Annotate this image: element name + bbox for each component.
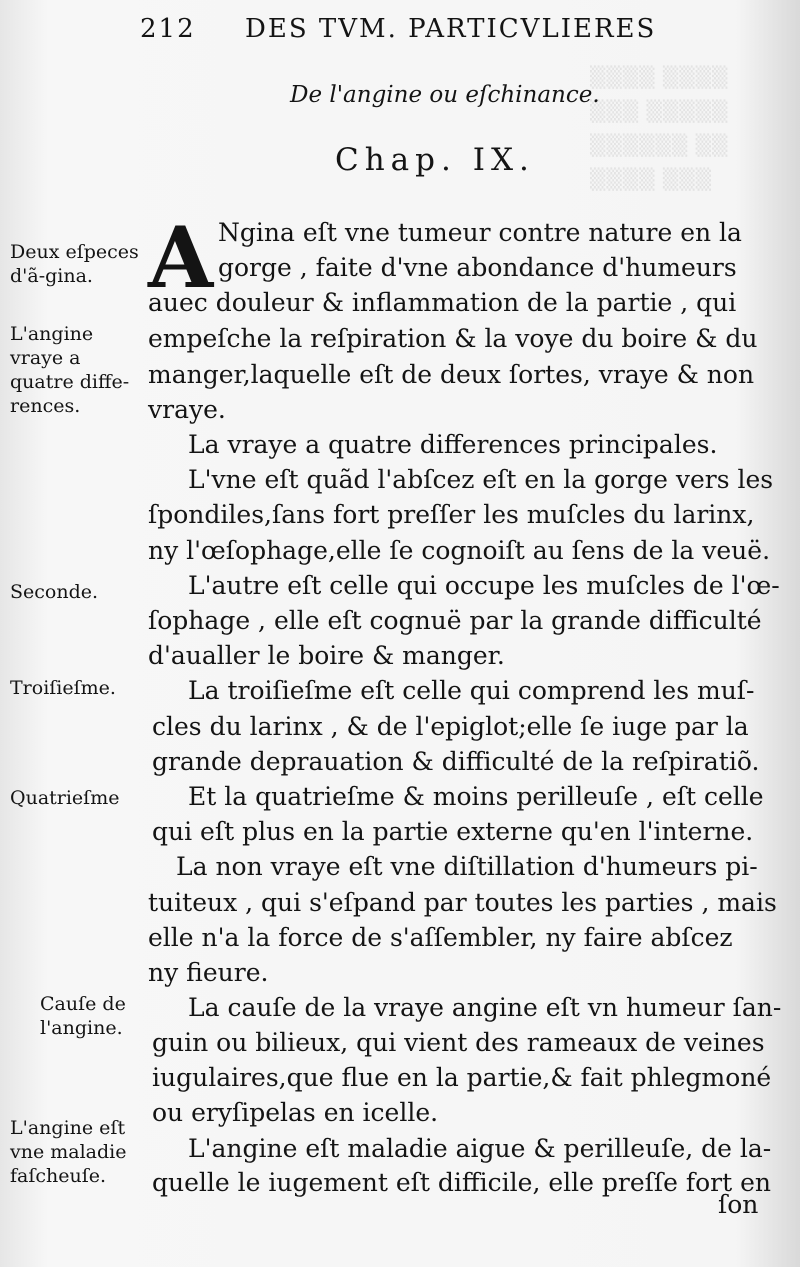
text-line: manger,laquelle eſt de deux ſortes, vraye & non — [148, 360, 755, 389]
text-line: auec douleur & inflammation de la partie , qui — [148, 288, 737, 317]
margin-note: L'angine eſt vne maladie faſcheuſe. — [10, 1117, 127, 1187]
text-line: ny fieure. — [148, 958, 269, 987]
text-line: vraye. — [148, 395, 226, 424]
text-line: L'vne eſt quãd l'abſcez eſt en la gorge vers les — [188, 465, 774, 494]
text-line: empeſche la reſpiration & la voye du boire & du — [148, 324, 758, 353]
section-subtitle: De l'angine ou eſchinance. — [290, 82, 600, 108]
chapter-heading: Chap. IX. — [335, 142, 535, 178]
margin-note: Cauſe de l'angine. — [40, 993, 126, 1039]
text-line: L'autre eſt celle qui occupe les muſcles de l'œ- — [188, 571, 780, 600]
text-line: iugulaires,que flue en la partie,& fait phlegmoné — [152, 1063, 772, 1092]
text-line: cles du larinx , & de l'epiglot;elle ſe iuge par la — [152, 712, 749, 741]
margin-note: Seconde. — [10, 581, 99, 603]
text-line: qui eſt plus en la partie externe qu'en l'interne. — [152, 817, 754, 846]
text-line: La vraye a quatre differences principales. — [188, 430, 718, 459]
catchword: ſon — [718, 1190, 759, 1219]
text-line: elle n'a la force de s'aſſembler, ny faire abſcez — [148, 923, 733, 952]
bleed-through-text: ▒▒▒▒ ▒▒▒▒ ▒▒▒ ▒▒▒▒▒ ▒▒▒▒▒▒ ▒▒ ▒▒▒▒ ▒▒▒ — [590, 65, 729, 191]
text-line: d'aualler le boire & manger. — [148, 641, 505, 670]
text-line: La cauſe de la vraye angine eſt vn humeur ſan- — [188, 993, 782, 1022]
text-line: ſpondiles,ſans fort preſſer les muſcles du larinx, — [148, 500, 755, 529]
text-line: La non vraye eſt vne diſtillation d'humeurs pi- — [176, 852, 758, 881]
text-line: Et la quatrieſme & moins perilleuſe , eſt celle — [188, 782, 764, 811]
text-line: ſophage , elle eſt cognuë par la grande difficulté — [148, 606, 762, 635]
drop-cap: A — [148, 208, 214, 307]
text-line: Ngina eſt vne tumeur contre nature en la — [218, 218, 742, 247]
text-line: guin ou bilieux, qui vient des rameaux de veines — [152, 1028, 765, 1057]
page-number: 212 — [140, 14, 196, 44]
text-line: tuiteux , qui s'eſpand par toutes les parties , mais — [148, 888, 777, 917]
text-line: L'angine eſt maladie aigue & perilleuſe, de la- — [188, 1134, 772, 1163]
margin-note: Troiſieſme. — [10, 677, 116, 699]
text-line: ou eryſipelas en icelle. — [152, 1098, 439, 1127]
text-line: La troiſieſme eſt celle qui comprend les muſ- — [188, 676, 755, 705]
margin-note: Deux eſpeces d'ã-gina. — [10, 241, 139, 287]
text-line: gorge , faite d'vne abondance d'humeurs — [218, 253, 737, 282]
text-line: quelle le iugement eſt difficile, elle preſſe fort en — [152, 1168, 772, 1197]
text-line: grande deprauation & difficulté de la reſpiratiõ. — [152, 747, 760, 776]
margin-note: L'angine vraye a quatre diffe-rences. — [10, 323, 130, 417]
running-title: DES TVM. PARTICVLIERES — [245, 14, 657, 44]
text-line: ny l'œſophage,elle ſe cognoiſt au ſens de la veuë. — [148, 536, 771, 565]
running-header — [140, 14, 780, 50]
margin-note: Quatrieſme — [10, 787, 120, 809]
